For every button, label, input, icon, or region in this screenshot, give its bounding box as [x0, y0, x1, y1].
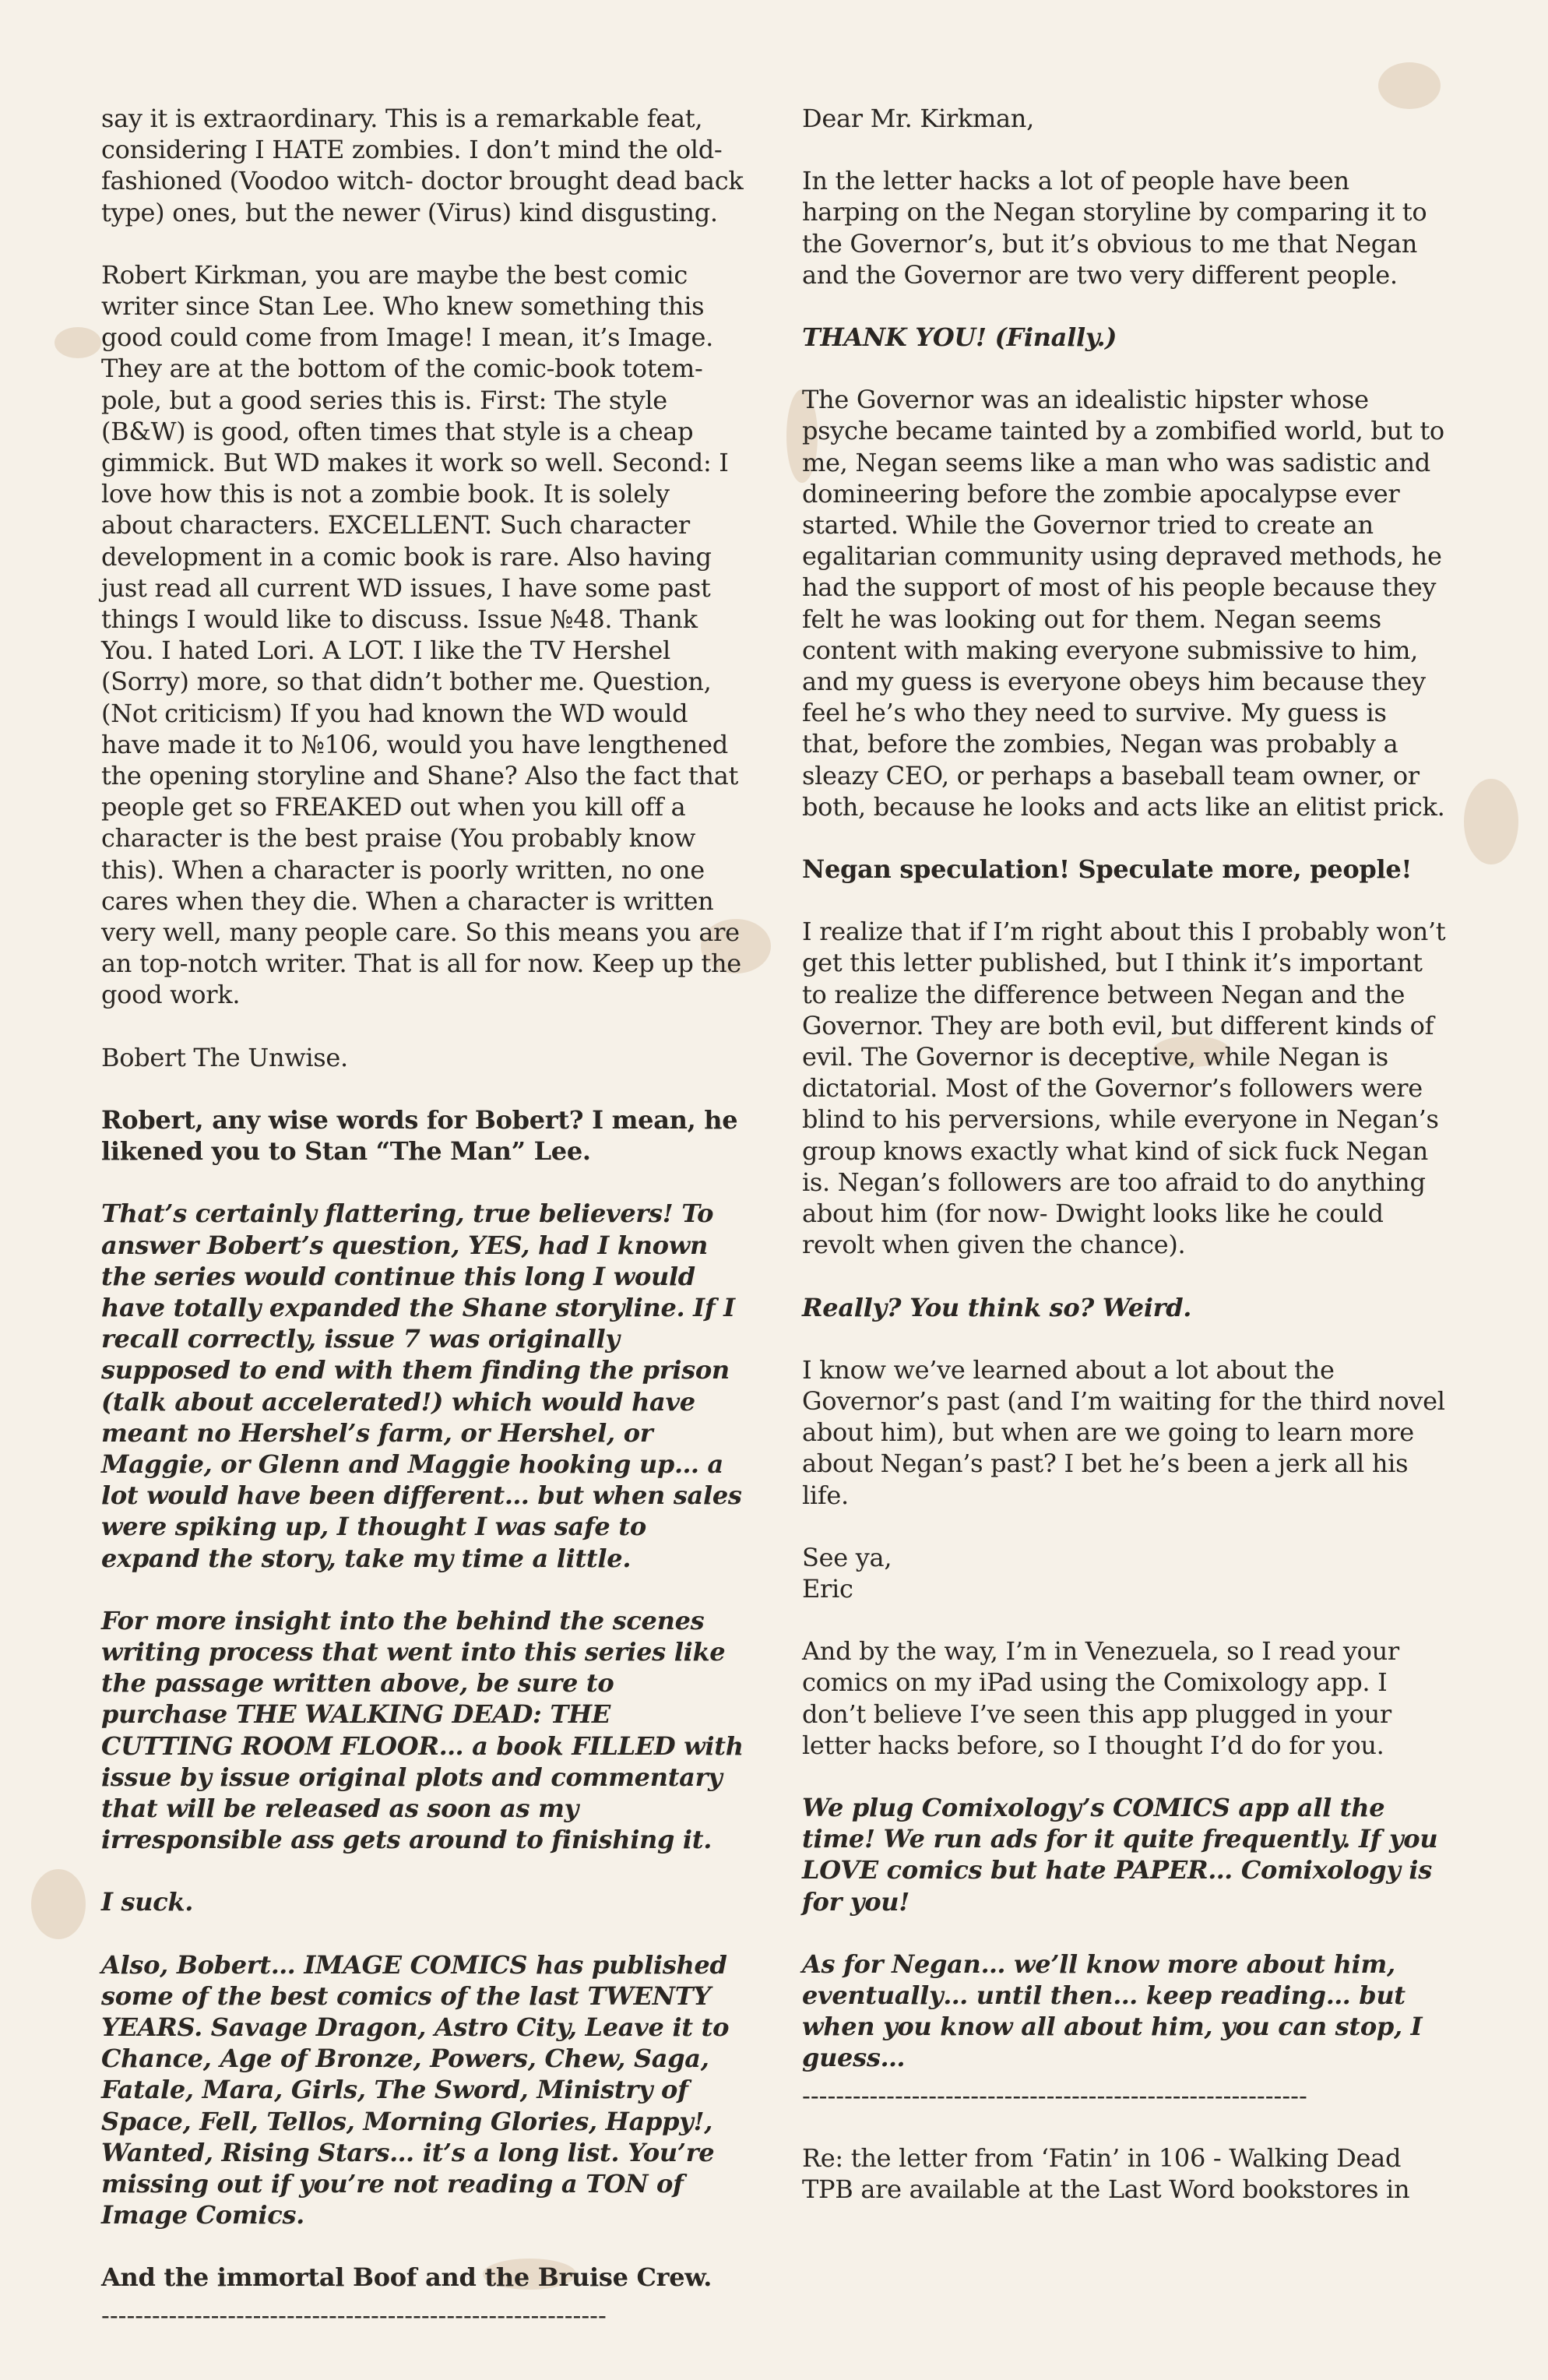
- paper-texture: [1378, 62, 1441, 109]
- letter-signoff: See ya,: [802, 1542, 892, 1572]
- letter-signature: Eric: [802, 1573, 853, 1604]
- editor-prompt: Robert, any wise words for Bobert? I mean, he likened you to Stan “The Man” Lee.: [101, 1104, 738, 1167]
- editor-reply: I suck.: [101, 1887, 194, 1917]
- letter-paragraph: In the letter hacks a lot of people have been harping on the Negan storyline by comparing it to the Governor’s, but it’s obvious to me that Negan and the Governor are two very different people.: [802, 166, 1427, 290]
- letter-signature: Bobert The Unwise.: [101, 1042, 348, 1072]
- letter-paragraph: And by the way, I’m in Venezuela, so I read your comics on my iPad using the Comixology app. I don’t believe I’ve seen this app plugged in your letter hacks before, so I thought I’d do for you.: [802, 1636, 1399, 1760]
- letter-salutation: Dear Mr. Kirkman,: [802, 104, 1034, 133]
- editor-reply: We plug Comixology’s COMICS app all the time! We run ads for it quite frequently. If you LOVE comics but hate PAPER… Comixology is for you!: [802, 1792, 1438, 1917]
- editor-reply: Really? You think so? Weird.: [802, 1292, 1192, 1322]
- letter-paragraph: I realize that if I’m right about this I probably won’t get this letter published, but I think it’s important to realize the difference between Negan and the Governor. They are both evil, but different kinds of evil. The Governor is deceptive, while Negan is dictatorial. Most of the Governor’s followers were blind to his perversions, while everyone in Negan’s group knows exactly what kind of sick fuck Negan is. Negan’s followers are too afraid to do anything about him (for now- Dwight looks like he could revolt when given the chance).: [802, 917, 1446, 1260]
- left-column: [101, 103, 748, 2362]
- editor-reply: THANK YOU! (Finally.): [802, 322, 1117, 353]
- paper-texture: [55, 327, 101, 358]
- paper-texture: [31, 1869, 86, 1939]
- letter-paragraph: I know we’ve learned about a lot about the Governor’s past (and I’m waiting for the third novel about him), but when are we going to learn more about Negan’s past? I bet he’s been a jerk all his life.: [802, 1354, 1445, 1510]
- editor-prompt: Negan speculation! Speculate more, people!: [802, 854, 1413, 885]
- section-divider: ------------------------------------------------------------: [101, 2300, 607, 2330]
- editor-reply: That’s certainly flattering, true believers! To answer Bobert’s question, YES, had I known the series would continue this long I would have totally expanded the Shane storyline. If I recall correctly, issue 7 was originally supposed to end with them finding the prison (talk about accelerated!) which would have meant no Hershel’s farm, or Hershel, or Maggie, or Glenn and Maggie hooking up… a lot would have been different… but when sales were spiking up, I thought I was safe to expand the story, take my time a little.: [101, 1199, 742, 1573]
- letter-paragraph: say it is extraordinary. This is a remarkable feat, considering I HATE zombies. I don’t mind the old-fashioned (Voodoo witch- doctor brought dead back type) ones, but the newer (Virus) kind disgusting.: [101, 104, 744, 227]
- letter-paragraph: Robert Kirkman, you are maybe the best comic writer since Stan Lee. Who knew something this good could come from Image! I mean, it’s Image. They are at the bottom of the comic-book totem-pole, but a good series this is. First: The style (B&W) is good, often times that style is a cheap gimmick. But WD makes it work so well. Second: I love how this is not a zombie book. It is solely about characters. EXCELLENT. Such character development in a comic book is rare. Also having just read all current WD issues, I have some past things I would like to discuss. Issue №48. Thank You. I hated Lori. A LOT. I like the TV Hershel (Sorry) more, so that didn’t bother me. Question, (Not criticism) If you had known the WD would have made it to №106, would you have lengthened the opening storyline and Shane? Also the fact that people get so FREAKED out when you kill off a character is the best praise (You probably know this). When a character is poorly written, no one cares when they die. When a character is written very well, many people care. So this means you are an top-notch writer. That is all for now. Keep up the good work.: [101, 259, 741, 1010]
- paper-texture: [1464, 779, 1518, 864]
- right-column: [802, 103, 1448, 2236]
- editor-reply: Also, Bobert… IMAGE COMICS has published some of the best comics of the last TWENTY YEARS. Savage Dragon, Astro City, Leave it to Chance, Age of Bronze, Powers, Chew, Saga, Fatale, Mara, Girls, The Sword, Ministry of Space, Fell, Tellos, Morning Glories, Happy!, Wanted, Rising Stars… it’s a long list. You’re missing out if you’re not reading a TON of Image Comics.: [101, 1949, 730, 2230]
- editor-reply: As for Negan… we’ll know more about him, eventually… until then… keep reading… but when you know all about him, you can stop, I guess…: [802, 1949, 1423, 2073]
- editor-reply: For more insight into the behind the scenes writing process that went into this series like the passage written above, be sure to purchase THE WALKING DEAD: THE CUTTING ROOM FLOOR… a book FILLED with issue by issue original plots and commentary that will be released as soon as my irresponsible ass gets around to finishing it.: [101, 1605, 744, 1855]
- letter-paragraph: Re: the letter from ‘Fatin’ in 106 - Walking Dead TPB are available at the Last Word bookstores in: [802, 2142, 1410, 2204]
- editor-prompt: And the immortal Boof and the Bruise Crew.: [101, 2262, 712, 2293]
- letter-paragraph: The Governor was an idealistic hipster whose psyche became tainted by a zombified world, but to me, Negan seems like a man who was sadistic and domineering before the zombie apocalypse ever started. While the Governor tried to create an egalitarian community using depraved methods, he had the support of most of his people because they felt he was looking out for them. Negan seems content with making everyone submissive to him, and my guess is everyone obeys him because they feel he’s who they need to survive. My guess is that, before the zombies, Negan was probably a sleazy CEO, or perhaps a baseball team owner, or both, because he looks and acts like an elitist prick.: [802, 385, 1445, 822]
- section-divider: ------------------------------------------------------------: [802, 2080, 1307, 2111]
